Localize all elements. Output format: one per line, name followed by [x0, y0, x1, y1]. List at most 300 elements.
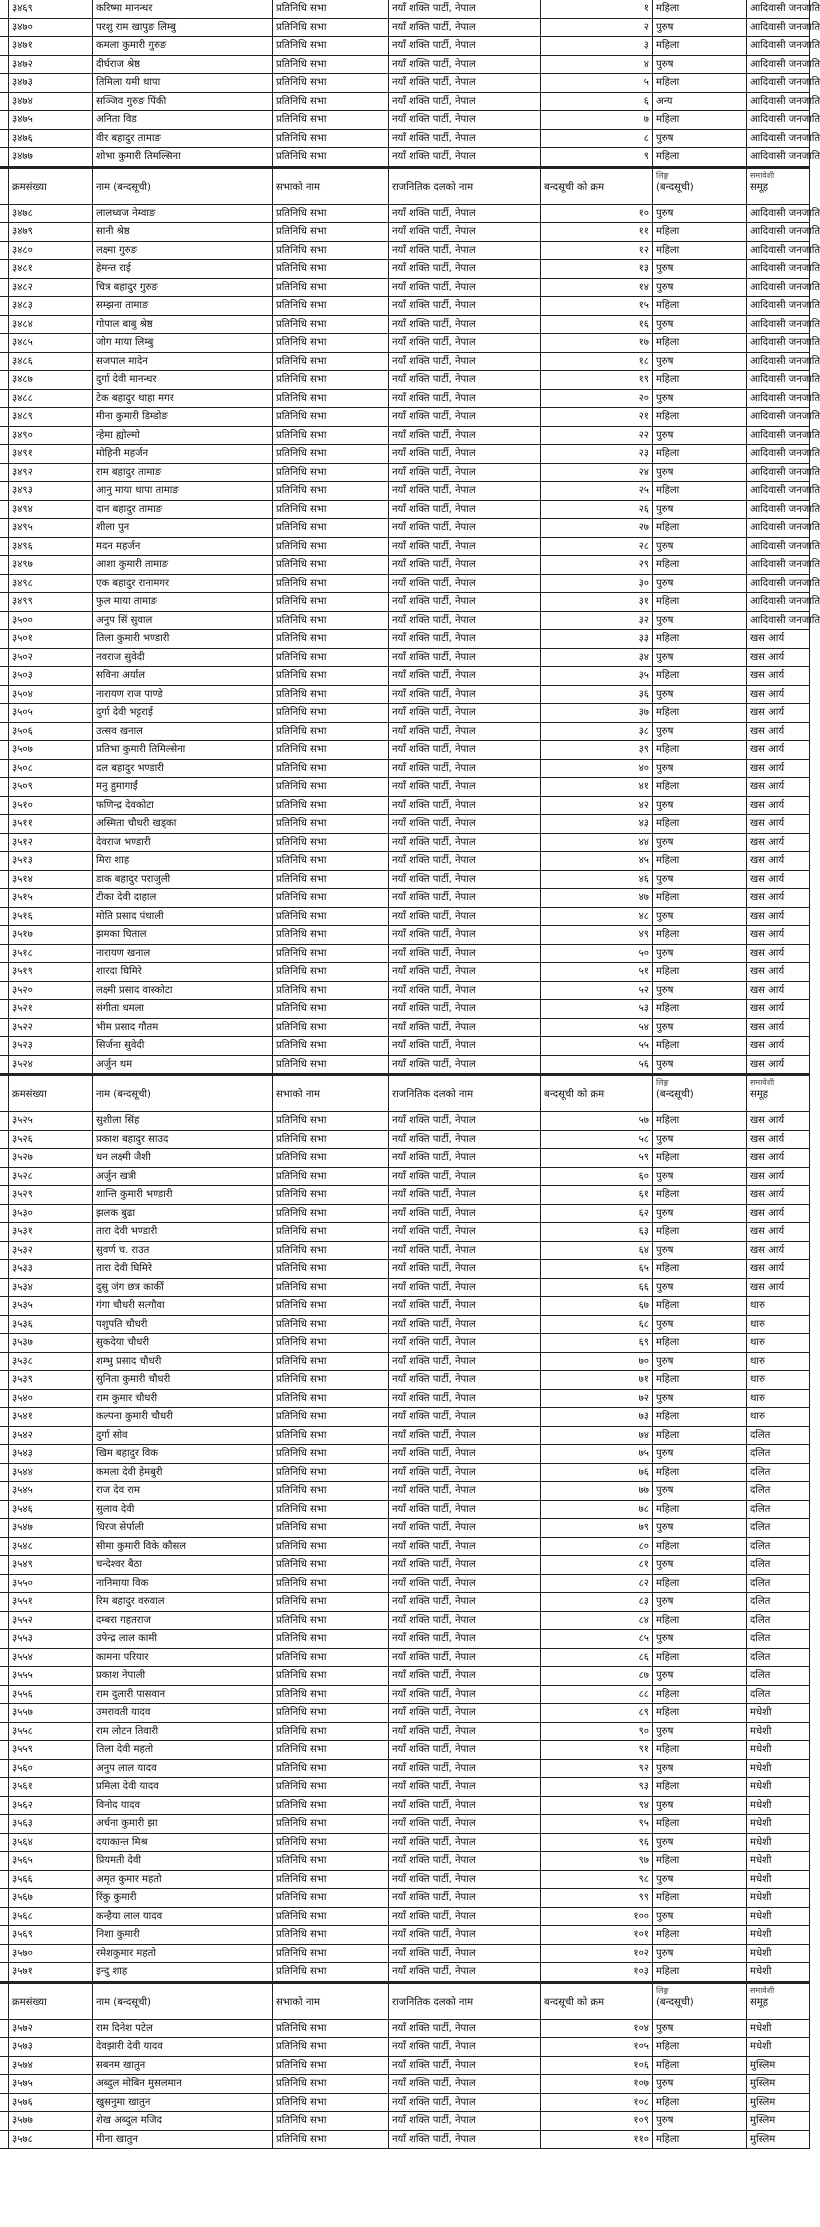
party-name-cell: नयाँ शक्ति पार्टी, नेपाल: [388, 556, 540, 574]
header-list-order-cell: बन्दसूची को क्रम: [540, 1076, 652, 1111]
list-order-cell: ३७: [540, 704, 652, 722]
name-cell: तारा देवी भण्डारी: [92, 1223, 272, 1241]
gender-cell: पुरुष: [652, 945, 746, 963]
table-row: [0, 630, 810, 649]
list-order-cell: ३९: [540, 741, 652, 759]
name-cell: एक बहादुर रानामगर: [92, 575, 272, 593]
name-cell: उत्सव खनाल: [92, 723, 272, 741]
gender-cell: महिला: [652, 1649, 746, 1667]
serial-number-cell: ३५५७: [8, 1704, 92, 1722]
inclusive-group-cell: आदिवासी जनजाति: [746, 56, 810, 74]
gender-cell: महिला: [652, 223, 746, 241]
table-row: [0, 1482, 810, 1501]
list-order-cell: १०७: [540, 2075, 652, 2093]
table-row: [0, 1297, 810, 1316]
serial-number-cell: ३५१८: [8, 945, 92, 963]
house-name-cell: प्रतिनिधि सभा: [272, 223, 388, 241]
gender-cell: महिला: [652, 2131, 746, 2149]
table-row: [0, 852, 810, 871]
header-gender-cell-top: लिङ्ग: [656, 1985, 669, 1995]
party-name-cell: नयाँ शक्ति पार्टी, नेपाल: [388, 1871, 540, 1889]
house-name-cell: प्रतिनिधि सभा: [272, 1667, 388, 1685]
party-name-cell: नयाँ शक्ति पार्टी, नेपाल: [388, 111, 540, 129]
list-order-cell: ५६: [540, 1056, 652, 1074]
serial-number-cell: ३४९८: [8, 575, 92, 593]
table-row: [0, 1427, 810, 1446]
table-row: [0, 353, 820, 372]
house-name-cell: प्रतिनिधि सभा: [272, 427, 388, 445]
inclusive-group-cell: दलित: [746, 1649, 810, 1667]
name-cell: परशु राम खापुङ लिम्बु: [92, 19, 272, 37]
list-order-cell: १०१: [540, 1926, 652, 1944]
house-name-cell: प्रतिनिधि सभा: [272, 111, 388, 129]
serial-number-cell: ३४८५: [8, 334, 92, 352]
house-name-cell: प्रतिनिधि सभा: [272, 1741, 388, 1759]
gender-cell: पुरुष: [652, 130, 746, 148]
house-name-cell: प्रतिनिधि सभा: [272, 2020, 388, 2038]
serial-number-cell: ३५७५: [8, 2075, 92, 2093]
serial-number-cell: ३४८१: [8, 260, 92, 278]
table-row: [0, 797, 810, 816]
header-inclusive-group-cell: [746, 169, 810, 204]
inclusive-group-cell: थारु: [746, 1371, 810, 1389]
inclusive-group-cell: खस आर्य: [746, 908, 810, 926]
table-row: [0, 1649, 810, 1668]
table-row: [0, 575, 820, 594]
list-order-cell: १०८: [540, 2094, 652, 2112]
party-name-cell: नयाँ शक्ति पार्टी, नेपाल: [388, 56, 540, 74]
list-order-cell: ९०: [540, 1723, 652, 1741]
header-gender-cell-label: (बन्दसूची): [656, 1089, 694, 1100]
gender-cell: महिला: [652, 1538, 746, 1556]
gender-cell: महिला: [652, 1186, 746, 1204]
gender-cell: पुरुष: [652, 1556, 746, 1574]
inclusive-group-cell: आदिवासी जनजाति: [746, 111, 810, 129]
serial-number-cell: ३५४९: [8, 1556, 92, 1574]
table-row: [0, 1279, 810, 1298]
gender-cell: महिला: [652, 74, 746, 92]
inclusive-group-cell: खस आर्य: [746, 1000, 810, 1018]
name-cell: खिम बहादुर विक: [92, 1445, 272, 1463]
party-name-cell: नयाँ शक्ति पार्टी, नेपाल: [388, 0, 540, 18]
gender-cell: महिला: [652, 1112, 746, 1130]
gender-cell: पुरुष: [652, 464, 746, 482]
name-cell: पशुपति चौधरी: [92, 1316, 272, 1334]
house-name-cell: प्रतिनिधि सभा: [272, 686, 388, 704]
gender-cell: महिला: [652, 1686, 746, 1704]
table-row: [0, 1760, 810, 1779]
header-list-order-cell: बन्दसूची को क्रम: [540, 1984, 652, 2019]
serial-number-cell: ३५३५: [8, 1297, 92, 1315]
gender-cell: पुरुष: [652, 427, 746, 445]
party-name-cell: नयाँ शक्ति पार्टी, नेपाल: [388, 982, 540, 1000]
serial-number-cell: ३५१६: [8, 908, 92, 926]
list-order-cell: ७२: [540, 1390, 652, 1408]
list-order-cell: ७९: [540, 1519, 652, 1537]
header-gender-cell: [652, 1984, 746, 2019]
name-cell: कल्पना कुमारी चौधरी: [92, 1408, 272, 1426]
table-row: [0, 1260, 810, 1279]
serial-number-cell: ३५१२: [8, 834, 92, 852]
inclusive-group-cell: मधेशी: [746, 1815, 810, 1833]
serial-number-cell: ३५२२: [8, 1019, 92, 1037]
party-name-cell: नयाँ शक्ति पार्टी, नेपाल: [388, 1908, 540, 1926]
house-name-cell: प्रतिनिधि सभा: [272, 871, 388, 889]
name-cell: हेमन्त राई: [92, 260, 272, 278]
gender-cell: महिला: [652, 704, 746, 722]
list-order-cell: ९: [540, 148, 652, 166]
gender-cell: महिला: [652, 963, 746, 981]
inclusive-group-cell: आदिवासी जनजाति: [746, 501, 810, 519]
party-name-cell: नयाँ शक्ति पार्टी, नेपाल: [388, 1630, 540, 1648]
table-row: [0, 1168, 810, 1187]
list-order-cell: ४८: [540, 908, 652, 926]
party-name-cell: नयाँ शक्ति पार्टी, नेपाल: [388, 2131, 540, 2149]
name-cell: आशा कुमारी तामाङ: [92, 556, 272, 574]
name-cell: अनुप लाल यादव: [92, 1760, 272, 1778]
gender-cell: महिला: [652, 482, 746, 500]
inclusive-group-cell: खस आर्य: [746, 963, 810, 981]
table-row: [0, 2020, 810, 2039]
name-cell: राम लोटन तिवारी: [92, 1723, 272, 1741]
list-order-cell: ७६: [540, 1464, 652, 1482]
inclusive-group-cell: मधेशी: [746, 1760, 810, 1778]
table-row: [0, 111, 820, 130]
party-name-cell: नयाँ शक्ति पार्टी, नेपाल: [388, 2075, 540, 2093]
house-name-cell: प्रतिनिधि सभा: [272, 1427, 388, 1445]
serial-number-cell: ३५४५: [8, 1482, 92, 1500]
gender-cell: पुरुष: [652, 1834, 746, 1852]
table-row: [0, 1852, 810, 1871]
inclusive-group-cell: मधेशी: [746, 1704, 810, 1722]
gender-cell: पुरुष: [652, 797, 746, 815]
name-cell: सुलाव देवी: [92, 1501, 272, 1519]
house-name-cell: प्रतिनिधि सभा: [272, 1260, 388, 1278]
house-name-cell: प्रतिनिधि सभा: [272, 538, 388, 556]
serial-number-cell: ३५७२: [8, 2020, 92, 2038]
list-order-cell: १६: [540, 316, 652, 334]
gender-cell: महिला: [652, 445, 746, 463]
name-cell: अस्मिता चौधरी खड्का: [92, 815, 272, 833]
table-row: [0, 260, 820, 279]
gender-cell: पुरुष: [652, 1205, 746, 1223]
party-name-cell: नयाँ शक्ति पार्टी, नेपाल: [388, 1538, 540, 1556]
serial-number-cell: ३५१७: [8, 926, 92, 944]
inclusive-group-cell: आदिवासी जनजाति: [746, 538, 810, 556]
list-order-cell: १: [540, 0, 652, 18]
house-name-cell: प्रतिनिधि सभा: [272, 408, 388, 426]
party-name-cell: नयाँ शक्ति पार्टी, नेपाल: [388, 2112, 540, 2130]
inclusive-group-cell: खस आर्य: [746, 982, 810, 1000]
table-row: [0, 74, 820, 93]
table-row: [0, 408, 820, 427]
inclusive-group-cell: दलित: [746, 1427, 810, 1445]
gender-cell: महिला: [652, 2038, 746, 2056]
inclusive-group-cell: आदिवासी जनजाति: [746, 37, 810, 55]
party-name-cell: नयाँ शक्ति पार्टी, नेपाल: [388, 1371, 540, 1389]
party-name-cell: नयाँ शक्ति पार्टी, नेपाल: [388, 1760, 540, 1778]
gender-cell: पुरुष: [652, 1908, 746, 1926]
gender-cell: महिला: [652, 297, 746, 315]
house-name-cell: प्रतिनिधि सभा: [272, 1871, 388, 1889]
serial-number-cell: ३५३९: [8, 1371, 92, 1389]
inclusive-group-cell: मुस्लिम: [746, 2057, 810, 2075]
inclusive-group-cell: मुस्लिम: [746, 2112, 810, 2130]
inclusive-group-cell: मुस्लिम: [746, 2131, 810, 2149]
house-name-cell: प्रतिनिधि सभा: [272, 1408, 388, 1426]
serial-number-cell: ३५०१: [8, 630, 92, 648]
gender-cell: पुरुष: [652, 760, 746, 778]
serial-number-cell: ३५५५: [8, 1667, 92, 1685]
list-order-cell: १०३: [540, 1963, 652, 1981]
serial-number-cell: ३५३३: [8, 1260, 92, 1278]
serial-number-cell: ३४७३: [8, 74, 92, 92]
gender-cell: पुरुष: [652, 2020, 746, 2038]
gender-cell: पुरुष: [652, 279, 746, 297]
table-row: [0, 593, 820, 612]
inclusive-group-cell: खस आर्य: [746, 778, 810, 796]
house-name-cell: प्रतिनिधि सभा: [272, 2112, 388, 2130]
gender-cell: पुरुष: [652, 1593, 746, 1611]
house-name-cell: प्रतिनिधि सभा: [272, 130, 388, 148]
gender-cell: पुरुष: [652, 1168, 746, 1186]
list-order-cell: २: [540, 19, 652, 37]
house-name-cell: प्रतिनिधि सभा: [272, 575, 388, 593]
gender-cell: पुरुष: [652, 686, 746, 704]
table-row: [0, 612, 820, 631]
gender-cell: महिला: [652, 1741, 746, 1759]
house-name-cell: प्रतिनिधि सभा: [272, 1908, 388, 1926]
party-name-cell: नयाँ शक्ति पार्टी, नेपाल: [388, 741, 540, 759]
serial-number-cell: ३४९५: [8, 519, 92, 537]
party-name-cell: नयाँ शक्ति पार्टी, नेपाल: [388, 667, 540, 685]
gender-cell: पुरुष: [652, 1797, 746, 1815]
name-cell: शारदा घिमिरे: [92, 963, 272, 981]
gender-cell: पुरुष: [652, 19, 746, 37]
list-order-cell: ४४: [540, 834, 652, 852]
house-name-cell: प्रतिनिधि सभा: [272, 464, 388, 482]
house-name-cell: प्रतिनिधि सभा: [272, 1371, 388, 1389]
serial-number-cell: ३५०४: [8, 686, 92, 704]
gender-cell: महिला: [652, 556, 746, 574]
house-name-cell: प्रतिनिधि सभा: [272, 1723, 388, 1741]
name-cell: दयाकान्त मिश्र: [92, 1834, 272, 1852]
name-cell: सिर्जना सुवेदी: [92, 1037, 272, 1055]
house-name-cell: प्रतिनिधि सभा: [272, 797, 388, 815]
inclusive-group-cell: आदिवासी जनजाति: [746, 612, 810, 630]
inclusive-group-cell: खस आर्य: [746, 871, 810, 889]
party-name-cell: नयाँ शक्ति पार्टी, नेपाल: [388, 464, 540, 482]
party-name-cell: नयाँ शक्ति पार्टी, नेपाल: [388, 1149, 540, 1167]
list-order-cell: ४५: [540, 852, 652, 870]
list-order-cell: १०२: [540, 1945, 652, 1963]
serial-number-cell: ३५६२: [8, 1797, 92, 1815]
house-name-cell: प्रतिनिधि सभा: [272, 242, 388, 260]
gender-cell: महिला: [652, 667, 746, 685]
name-cell: लालध्वज नेम्वाङ: [92, 205, 272, 223]
house-name-cell: प्रतिनिधि सभा: [272, 501, 388, 519]
table-row: [0, 390, 820, 409]
table-row: [0, 963, 810, 982]
serial-number-cell: ३५६३: [8, 1815, 92, 1833]
gender-cell: पुरुष: [652, 1390, 746, 1408]
gender-cell: महिला: [652, 1000, 746, 1018]
serial-number-cell: ३४७७: [8, 148, 92, 166]
name-cell: मिरा शाह: [92, 852, 272, 870]
party-name-cell: नयाँ शक्ति पार्टी, नेपाल: [388, 1334, 540, 1352]
serial-number-cell: ३५६८: [8, 1908, 92, 1926]
inclusive-group-cell: मधेशी: [746, 1741, 810, 1759]
table-row: [0, 704, 810, 723]
inclusive-group-cell: खस आर्य: [746, 760, 810, 778]
gender-cell: पुरुष: [652, 1131, 746, 1149]
serial-number-cell: ३५७३: [8, 2038, 92, 2056]
list-order-cell: ८१: [540, 1556, 652, 1574]
party-name-cell: नयाँ शक्ति पार्टी, नेपाल: [388, 445, 540, 463]
gender-cell: महिला: [652, 371, 746, 389]
party-name-cell: नयाँ शक्ति पार्टी, नेपाल: [388, 19, 540, 37]
list-order-cell: ९७: [540, 1852, 652, 1870]
inclusive-group-cell: आदिवासी जनजाति: [746, 205, 810, 223]
party-name-cell: नयाँ शक्ति पार्टी, नेपाल: [388, 1889, 540, 1907]
name-cell: रिम बहादुर वरुवाल: [92, 1593, 272, 1611]
inclusive-group-cell: दलित: [746, 1630, 810, 1648]
inclusive-group-cell: आदिवासी जनजाति: [746, 371, 810, 389]
list-order-cell: ८६: [540, 1649, 652, 1667]
list-order-cell: १०५: [540, 2038, 652, 2056]
house-name-cell: प्रतिनिधि सभा: [272, 74, 388, 92]
table-row: [0, 371, 820, 390]
party-name-cell: नयाँ शक्ति पार्टी, नेपाल: [388, 1279, 540, 1297]
table-row: [0, 1741, 810, 1760]
name-cell: अर्जुन थम: [92, 1056, 272, 1074]
name-cell: अब्दुल मोबिन मुसलमान: [92, 2075, 272, 2093]
serial-number-cell: ३५५६: [8, 1686, 92, 1704]
gender-cell: पुरुष: [652, 390, 746, 408]
serial-number-cell: ३५२३: [8, 1037, 92, 1055]
party-name-cell: नयाँ शक्ति पार्टी, नेपाल: [388, 1963, 540, 1981]
inclusive-group-cell: मुस्लिम: [746, 2075, 810, 2093]
inclusive-group-cell: आदिवासी जनजाति: [746, 353, 810, 371]
house-name-cell: प्रतिनिधि सभा: [272, 889, 388, 907]
house-name-cell: प्रतिनिधि सभा: [272, 630, 388, 648]
table-row: [0, 982, 810, 1001]
gender-cell: पुरुष: [652, 1667, 746, 1685]
list-order-cell: ५: [540, 74, 652, 92]
gender-cell: पुरुष: [652, 575, 746, 593]
party-name-cell: नयाँ शक्ति पार्टी, नेपाल: [388, 797, 540, 815]
house-name-cell: प्रतिनिधि सभा: [272, 1575, 388, 1593]
party-name-cell: नयाँ शक्ति पार्टी, नेपाल: [388, 1205, 540, 1223]
inclusive-group-cell: मधेशी: [746, 1889, 810, 1907]
inclusive-group-cell: थारु: [746, 1390, 810, 1408]
name-cell: दुर्गा सोव: [92, 1427, 272, 1445]
name-cell: सजपाल मादेन: [92, 353, 272, 371]
list-order-cell: १३: [540, 260, 652, 278]
name-cell: तिला देवी महतो: [92, 1741, 272, 1759]
inclusive-group-cell: मधेशी: [746, 1926, 810, 1944]
house-name-cell: प्रतिनिधि सभा: [272, 482, 388, 500]
serial-number-cell: ३४९२: [8, 464, 92, 482]
gender-cell: पुरुष: [652, 538, 746, 556]
table-row: [0, 0, 820, 19]
house-name-cell: प्रतिनिधि सभा: [272, 1242, 388, 1260]
gender-cell: महिला: [652, 1778, 746, 1796]
gender-cell: महिला: [652, 1334, 746, 1352]
name-cell: झमका घिताल: [92, 926, 272, 944]
header-inclusive-group-cell-label: समूह: [750, 181, 769, 193]
party-name-cell: नयाँ शक्ति पार्टी, नेपाल: [388, 630, 540, 648]
table-header-row: [0, 167, 810, 205]
name-cell: इन्दु शाह: [92, 1963, 272, 1981]
list-order-cell: ३८: [540, 723, 652, 741]
list-order-cell: ३१: [540, 593, 652, 611]
name-cell: न्हेमा ह्योल्मो: [92, 427, 272, 445]
house-name-cell: प्रतिनिधि सभा: [272, 1501, 388, 1519]
name-cell: सञ्जिव गुरुङ पिंकी: [92, 93, 272, 111]
name-cell: दुसु जंग छत्र कार्की: [92, 1279, 272, 1297]
table-row: [0, 1242, 810, 1261]
gender-cell: महिला: [652, 1889, 746, 1907]
name-cell: नारायण खनाल: [92, 945, 272, 963]
party-name-cell: नयाँ शक्ति पार्टी, नेपाल: [388, 538, 540, 556]
serial-number-cell: ३५३४: [8, 1279, 92, 1297]
table-row: [0, 427, 820, 446]
header-serial-number-cell: क्रमसंख्या: [8, 1984, 92, 2019]
table-row: [0, 926, 810, 945]
name-cell: तिमिला यमी थापा: [92, 74, 272, 92]
inclusive-group-cell: मधेशी: [746, 1852, 810, 1870]
serial-number-cell: ३४९४: [8, 501, 92, 519]
list-order-cell: ३२: [540, 612, 652, 630]
table-row: [0, 334, 820, 353]
header-inclusive-group-cell: [746, 1984, 810, 2019]
list-order-cell: २९: [540, 556, 652, 574]
party-name-cell: नयाँ शक्ति पार्टी, नेपाल: [388, 1501, 540, 1519]
name-cell: सुशीला सिंह: [92, 1112, 272, 1130]
name-cell: कामना परियार: [92, 1649, 272, 1667]
serial-number-cell: ३५२०: [8, 982, 92, 1000]
house-name-cell: प्रतिनिधि सभा: [272, 1223, 388, 1241]
name-cell: अनिता विड: [92, 111, 272, 129]
list-order-cell: ४०: [540, 760, 652, 778]
list-order-cell: १००: [540, 1908, 652, 1926]
list-order-cell: २१: [540, 408, 652, 426]
table-row: [0, 1593, 810, 1612]
name-cell: लक्ष्मा गुरुङ: [92, 242, 272, 260]
party-name-cell: नयाँ शक्ति पार्टी, नेपाल: [388, 1242, 540, 1260]
party-name-cell: नयाँ शक्ति पार्टी, नेपाल: [388, 37, 540, 55]
inclusive-group-cell: मधेशी: [746, 1723, 810, 1741]
inclusive-group-cell: खस आर्य: [746, 649, 810, 667]
list-order-cell: १४: [540, 279, 652, 297]
name-cell: अर्जुन खत्री: [92, 1168, 272, 1186]
party-name-cell: नयाँ शक्ति पार्टी, नेपाल: [388, 1056, 540, 1074]
house-name-cell: प्रतिनिधि सभा: [272, 926, 388, 944]
list-order-cell: ७५: [540, 1445, 652, 1463]
house-name-cell: प्रतिनिधि सभा: [272, 1945, 388, 1963]
house-name-cell: प्रतिनिधि सभा: [272, 316, 388, 334]
list-order-cell: ९८: [540, 1871, 652, 1889]
house-name-cell: प्रतिनिधि सभा: [272, 37, 388, 55]
gender-cell: पुरुष: [652, 205, 746, 223]
list-order-cell: १०४: [540, 2020, 652, 2038]
gender-cell: पुरुष: [652, 1019, 746, 1037]
house-name-cell: प्रतिनिधि सभा: [272, 1963, 388, 1981]
serial-number-cell: ३५२९: [8, 1186, 92, 1204]
inclusive-group-cell: मधेशी: [746, 1778, 810, 1796]
serial-number-cell: ३५५३: [8, 1630, 92, 1648]
